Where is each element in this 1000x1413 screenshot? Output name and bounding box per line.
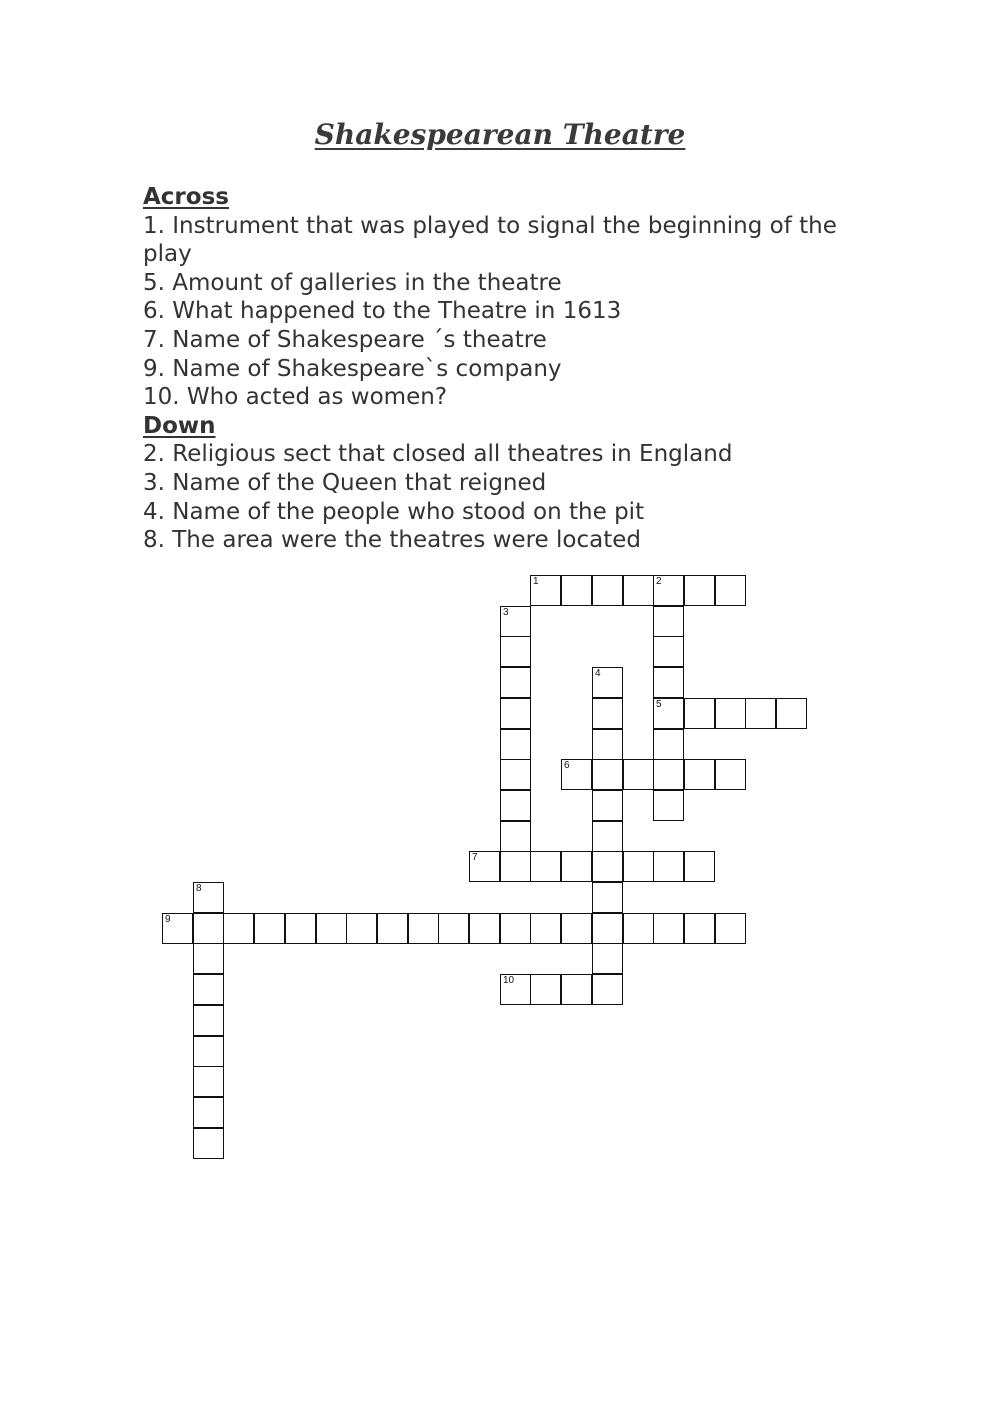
crossword-cell[interactable] <box>623 575 654 606</box>
crossword-cell[interactable] <box>408 913 439 944</box>
crossword-cell[interactable] <box>193 1128 224 1159</box>
crossword-cell[interactable] <box>254 913 285 944</box>
clue-number: 8 <box>196 883 202 894</box>
across-heading: Across <box>143 184 229 210</box>
clue-number: 5 <box>656 699 662 710</box>
crossword-cell[interactable] <box>592 821 623 852</box>
across-clue: 5. Amount of galleries in the theatre <box>143 269 562 296</box>
crossword-cell[interactable] <box>193 1005 224 1036</box>
crossword-cell[interactable] <box>715 913 746 944</box>
crossword-cell[interactable] <box>623 759 654 790</box>
crossword-cell[interactable] <box>561 851 592 882</box>
crossword-cell[interactable] <box>500 667 531 698</box>
down-clue: 2. Religious sect that closed all theatres in England <box>143 441 733 468</box>
crossword-cell[interactable] <box>653 698 684 729</box>
crossword-cell[interactable] <box>500 974 531 1005</box>
crossword-cell[interactable] <box>530 851 561 882</box>
crossword-cell[interactable] <box>592 851 623 882</box>
crossword-cell[interactable] <box>500 636 531 667</box>
crossword-cell[interactable] <box>653 759 684 790</box>
crossword-cell[interactable] <box>623 851 654 882</box>
crossword-cell[interactable] <box>193 943 224 974</box>
crossword-cell[interactable] <box>653 606 684 637</box>
clue-number: 7 <box>472 852 478 863</box>
across-clue: 9. Name of Shakespeare`s company <box>143 355 562 382</box>
crossword-cell[interactable] <box>530 974 561 1005</box>
crossword-cell[interactable] <box>592 698 623 729</box>
down-clue: 4. Name of the people who stood on the pit <box>143 498 645 525</box>
crossword-cell[interactable] <box>469 913 500 944</box>
across-clue: 6. What happened to the Theatre in 1613 <box>143 298 622 325</box>
crossword-cell[interactable] <box>715 759 746 790</box>
crossword-cell[interactable] <box>561 759 592 790</box>
crossword-cell[interactable] <box>653 851 684 882</box>
crossword-cell[interactable] <box>377 913 408 944</box>
crossword-cell[interactable] <box>592 575 623 606</box>
clue-number: 10 <box>503 975 515 986</box>
clue-number: 3 <box>503 607 509 618</box>
clue-number: 9 <box>165 914 171 925</box>
crossword-cell[interactable] <box>193 1066 224 1097</box>
crossword-cell[interactable] <box>500 698 531 729</box>
crossword-cell[interactable] <box>623 913 654 944</box>
crossword-cell[interactable] <box>592 759 623 790</box>
crossword-cell[interactable] <box>684 698 715 729</box>
crossword-cell[interactable] <box>561 913 592 944</box>
crossword-cell[interactable] <box>653 729 684 760</box>
crossword-cell[interactable] <box>592 667 623 698</box>
crossword-cell[interactable] <box>193 882 224 913</box>
across-clue: 7. Name of Shakespeare ´s theatre <box>143 326 547 353</box>
clue-number: 6 <box>564 760 570 771</box>
across-clue: 1. Instrument that was played to signal the beginning of the play <box>143 212 837 268</box>
crossword-cell[interactable] <box>469 851 500 882</box>
crossword-cell[interactable] <box>530 575 561 606</box>
crossword-cell[interactable] <box>653 790 684 821</box>
crossword-cell[interactable] <box>530 913 561 944</box>
clue-number: 4 <box>595 668 601 679</box>
crossword-cell[interactable] <box>500 821 531 852</box>
crossword-cell[interactable] <box>500 759 531 790</box>
crossword-cell[interactable] <box>653 636 684 667</box>
crossword-cell[interactable] <box>745 698 776 729</box>
crossword-cell[interactable] <box>193 1036 224 1067</box>
crossword-cell[interactable] <box>223 913 254 944</box>
crossword-cell[interactable] <box>500 851 531 882</box>
crossword-cell[interactable] <box>193 913 224 944</box>
crossword-cell[interactable] <box>715 575 746 606</box>
crossword-cell[interactable] <box>561 575 592 606</box>
crossword-cell[interactable] <box>500 729 531 760</box>
crossword-cell[interactable] <box>193 974 224 1005</box>
page-title: Shakespearean Theatre <box>314 118 686 151</box>
down-clue: 8. The area were the theatres were located <box>143 527 641 554</box>
crossword-cell[interactable] <box>684 575 715 606</box>
crossword-cell[interactable] <box>592 943 623 974</box>
crossword-cell[interactable] <box>162 913 193 944</box>
crossword-cell[interactable] <box>715 698 746 729</box>
crossword-cell[interactable] <box>561 974 592 1005</box>
crossword-cell[interactable] <box>438 913 469 944</box>
down-clue: 3. Name of the Queen that reigned <box>143 469 547 496</box>
clue-number: 2 <box>656 576 662 587</box>
crossword-cell[interactable] <box>684 913 715 944</box>
crossword-cell[interactable] <box>500 913 531 944</box>
crossword-cell[interactable] <box>776 698 807 729</box>
across-clue: 10. Who acted as women? <box>143 384 448 411</box>
crossword-cell[interactable] <box>592 913 623 944</box>
crossword-cell[interactable] <box>653 575 684 606</box>
crossword-cell[interactable] <box>592 974 623 1005</box>
crossword-cell[interactable] <box>193 1097 224 1128</box>
crossword-cell[interactable] <box>500 790 531 821</box>
crossword-cell[interactable] <box>684 759 715 790</box>
down-heading: Down <box>143 412 216 439</box>
crossword-cell[interactable] <box>684 851 715 882</box>
crossword-cell[interactable] <box>346 913 377 944</box>
crossword-cell[interactable] <box>285 913 316 944</box>
crossword-cell[interactable] <box>653 913 684 944</box>
crossword-cell[interactable] <box>592 729 623 760</box>
crossword-cell[interactable] <box>316 913 347 944</box>
crossword-cell[interactable] <box>592 790 623 821</box>
crossword-cell[interactable] <box>592 882 623 913</box>
clue-number: 1 <box>533 576 539 587</box>
crossword-cell[interactable] <box>653 667 684 698</box>
crossword-cell[interactable] <box>500 606 531 637</box>
